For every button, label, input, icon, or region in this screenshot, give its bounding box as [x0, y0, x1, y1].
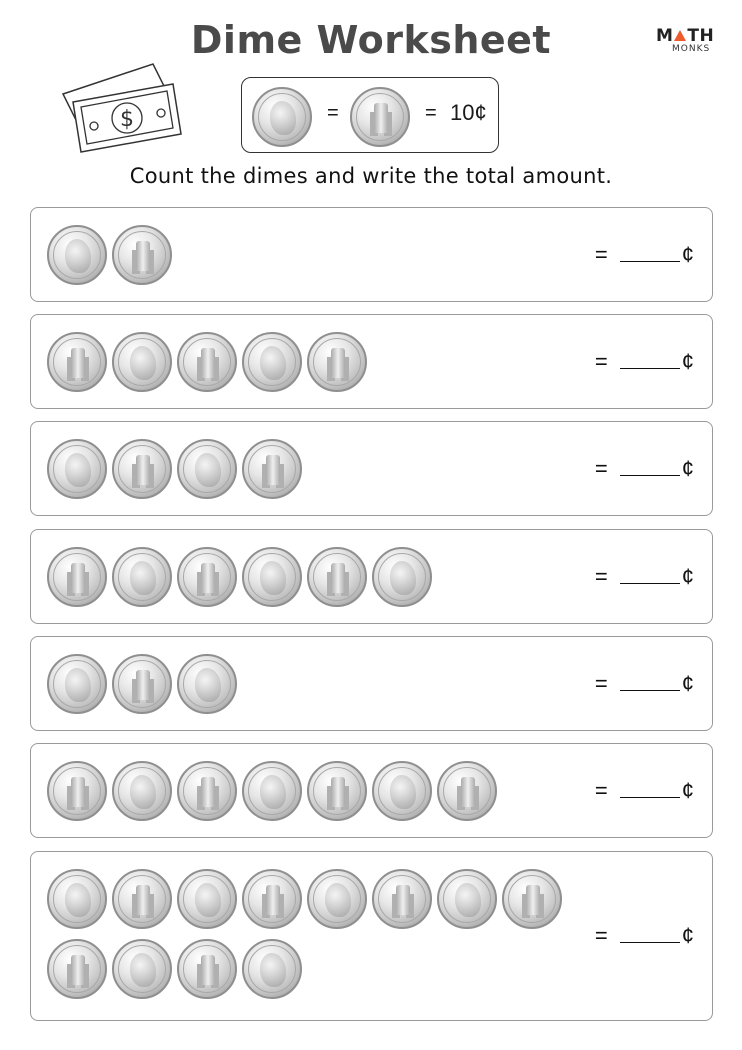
dime-coin-back [307, 547, 367, 607]
worksheet-title: Dime Worksheet [190, 18, 552, 62]
dime-coin-back [47, 547, 107, 607]
dime-coin-back [502, 869, 562, 929]
equals-sign: = [594, 348, 608, 374]
dime-coin-back [372, 869, 432, 929]
dime-coin-front [112, 332, 172, 392]
dime-coin-back [47, 332, 107, 392]
dime-coin-front [112, 547, 172, 607]
dime-value-key [241, 77, 499, 153]
cent-sign: ¢ [681, 348, 694, 374]
answer-line[interactable] [620, 569, 680, 584]
logo-subtitle: MONKS [672, 44, 711, 54]
dime-coin-front [437, 869, 497, 929]
dime-coin-front [177, 439, 237, 499]
math-monks-logo [656, 26, 718, 54]
logo-wordmark: M TH [656, 26, 715, 46]
dime-coin-back [307, 332, 367, 392]
equals-sign: = [594, 241, 608, 267]
dime-value: 10¢ [450, 100, 487, 125]
exercise-row [30, 636, 713, 731]
dime-coin-front [177, 869, 237, 929]
dollar-bills-icon [55, 62, 190, 157]
coin-group [47, 332, 587, 402]
dime-back-coin [350, 87, 410, 147]
answer-blank[interactable] [595, 778, 694, 804]
dime-coin-back [177, 332, 237, 392]
coin-group [47, 225, 587, 295]
answer-blank[interactable] [595, 923, 694, 949]
answer-blank[interactable] [595, 564, 694, 590]
dime-coin-back [112, 225, 172, 285]
dime-coin-front [307, 869, 367, 929]
equals-sign: = [594, 923, 608, 948]
svg-text:$: $ [120, 107, 134, 132]
answer-line[interactable] [620, 783, 680, 798]
dime-coin-back [177, 939, 237, 999]
answer-line[interactable] [620, 354, 680, 369]
dime-coin-front [47, 654, 107, 714]
dime-coin-front [47, 439, 107, 499]
cent-sign: ¢ [681, 923, 694, 948]
answer-blank[interactable] [595, 456, 694, 482]
exercise-row [30, 851, 713, 1021]
dime-coin-back [177, 761, 237, 821]
dime-coin-back [177, 547, 237, 607]
equals-sign: = [594, 455, 608, 481]
dime-coin-front [242, 761, 302, 821]
dime-coin-front [242, 939, 302, 999]
dime-coin-back [47, 939, 107, 999]
cent-sign: ¢ [681, 777, 694, 803]
equals-sign: = [594, 563, 608, 589]
exercise-row [30, 743, 713, 838]
answer-blank[interactable] [595, 671, 694, 697]
dime-coin-front [372, 761, 432, 821]
exercise-row [30, 314, 713, 409]
cent-sign: ¢ [681, 670, 694, 696]
equals-sign: = [594, 670, 608, 696]
answer-line[interactable] [620, 928, 680, 943]
equals-sign: = [327, 102, 339, 124]
dime-coin-back [112, 439, 172, 499]
coin-group [47, 654, 587, 724]
coin-group [47, 547, 587, 617]
dime-coin-front [47, 869, 107, 929]
coin-group [47, 439, 587, 509]
answer-blank[interactable] [595, 242, 694, 268]
equals-sign: = [425, 102, 437, 124]
answer-line[interactable] [620, 676, 680, 691]
dime-coin-back [307, 761, 367, 821]
cent-sign: ¢ [681, 563, 694, 589]
exercise-row [30, 207, 713, 302]
dime-coin-front [242, 332, 302, 392]
instructions: Count the dimes and write the total amount. [129, 164, 613, 188]
coin-group [47, 869, 587, 1009]
dime-coin-back [242, 439, 302, 499]
dime-coin-front [242, 547, 302, 607]
dime-coin-back [242, 869, 302, 929]
cent-sign: ¢ [681, 241, 694, 267]
equals-sign: = [594, 777, 608, 803]
dime-coin-back [47, 761, 107, 821]
exercise-row [30, 529, 713, 624]
dime-coin-back [437, 761, 497, 821]
answer-line[interactable] [620, 461, 680, 476]
exercise-row [30, 421, 713, 516]
dime-coin-front [177, 654, 237, 714]
answer-blank[interactable] [595, 349, 694, 375]
logo-triangle-icon [674, 30, 686, 41]
dime-coin-back [112, 654, 172, 714]
dime-coin-back [112, 869, 172, 929]
cent-sign: ¢ [681, 455, 694, 481]
dime-coin-front [47, 225, 107, 285]
answer-line[interactable] [620, 247, 680, 262]
coin-group [47, 761, 587, 831]
dime-front-coin [252, 87, 312, 147]
dime-coin-front [372, 547, 432, 607]
dime-coin-front [112, 939, 172, 999]
dime-coin-front [112, 761, 172, 821]
